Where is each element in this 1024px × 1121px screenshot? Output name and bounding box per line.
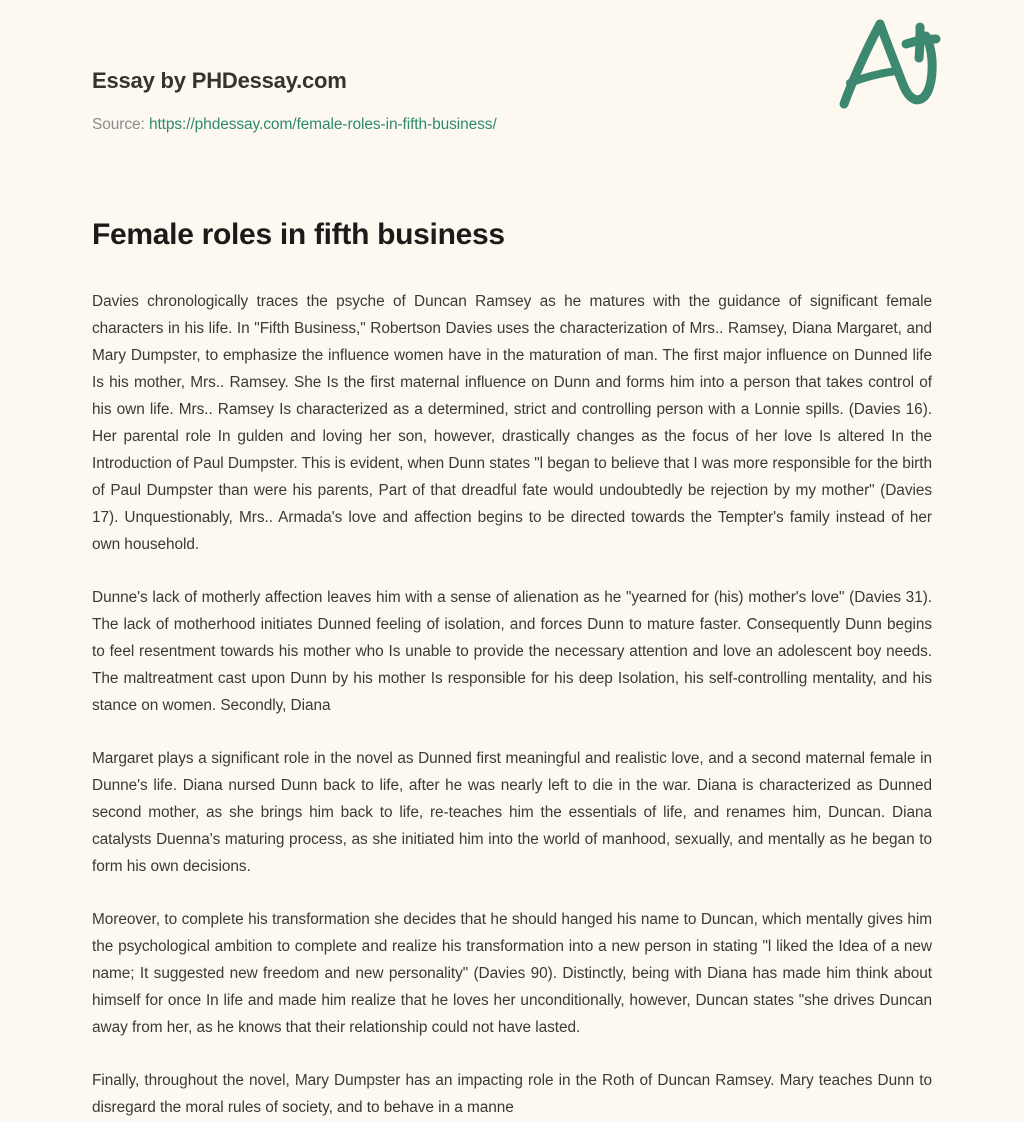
source-label: Source: (92, 116, 145, 133)
source-url-link[interactable]: https://phdessay.com/female-roles-in-fifth-business/ (148, 116, 497, 133)
brand-title: Essay by PHDessay.com (92, 68, 347, 93)
page-title: Female roles in fifth business (92, 218, 505, 251)
body-paragraph: Moreover, to complete his transformation she decides that he should hanged his name to Duncan, which mentally gives him the psychological ambition to complete and realize his transformation into a new person in stating "l liked the Idea of a new name; It suggested new freedom and new personality" (Davies 90). Distinctly, being with Diana has made him think about himself for once In life and made him realize that he loves her unconditionally, however, Duncan states "she drives Duncan away from her, as he knows that their relationship could not have lasted. (92, 911, 932, 1036)
body-paragraph: Finally, throughout the novel, Mary Dumpster has an impacting role in the Roth of Duncan Ramsey. Mary teaches Dunn to disregard the moral rules of society, and to behave in a manne (92, 1072, 932, 1116)
body-paragraph: Davies chronologically traces the psyche of Duncan Ramsey as he matures with the guidance of significant female characters in his life. In "Fifth Business," Robertson Davies uses the characterization of Mrs.. Ramsey, Diana Margaret, and Mary Dumpster, to emphasize the influence women have in the maturation of man. The first major influence on Dunned life Is his mother, Mrs.. Ramsey. She Is the first maternal influence on Dunn and forms him into a person that takes control of his own life. Mrs.. Ramsey Is characterized as a determined, strict and controlling person with a Lonnie spills. (Davies 16). Her parental role In gulden and loving her son, however, drastically changes as the focus of her love Is altered In the Introduction of Paul Dumpster. This is evident, when Dunn states "l began to believe that I was more responsible for the birth of Paul Dumpster than were his parents, Part of that dreadful fate would undoubtedly be rejection by my mother" (Davies 17). Unquestionably, Mrs.. Armada's love and affection begins to be directed towards the Tempter's family instead of her own household. (92, 293, 932, 553)
body-paragraph: Dunne's lack of motherly affection leaves him with a sense of alienation as he "yearned for (his) mother's love" (Davies 31). The lack of motherhood initiates Dunned feeling of isolation, and forces Dunn to mature faster. Consequently Dunn begins to feel resentment towards his mother who Is unable to provide the necessary attention and love an adolescent boy needs. The maltreatment cast upon Dunn by his mother Is responsible for his deep Isolation, his self-controlling mentality, and his stance on women. Secondly, Diana (92, 589, 932, 714)
source-line (92, 114, 932, 136)
document-header (92, 0, 932, 180)
a-plus-logo (828, 8, 948, 113)
body-paragraph: Margaret plays a significant role in the novel as Dunned first meaningful and realistic love, and a second maternal female in Dunne's life. Diana nursed Dunn back to life, after he was nearly left to die in the war. Diana is characterized as Dunned second mother, as she brings him back to life, re-teaches him the essentials of life, and renames him, Duncan. Diana catalysts Duenna's maturing process, as she initiated him into the world of manhood, sexually, and mentally as he began to form his own decisions. (92, 750, 932, 875)
essay-body (92, 288, 932, 1121)
